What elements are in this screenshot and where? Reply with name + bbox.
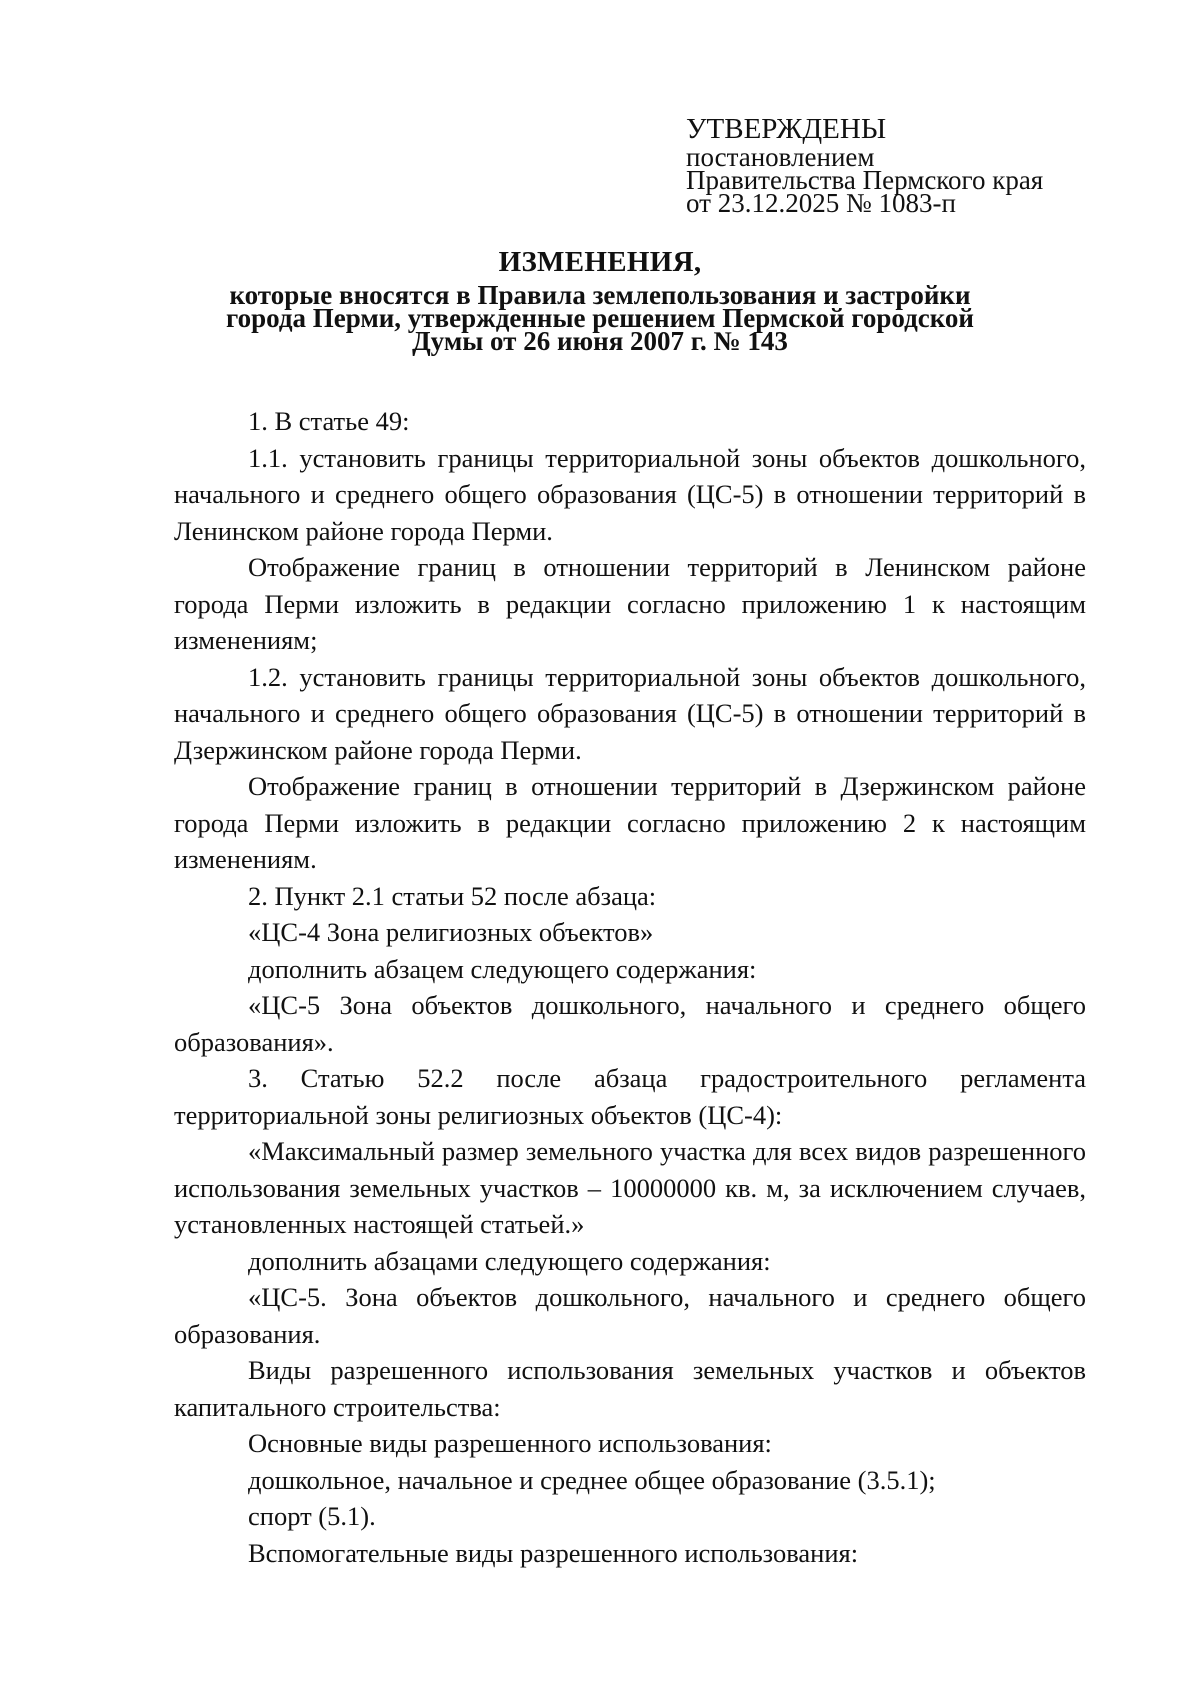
- subtitle-line-1: которые вносятся в Правила землепользования и застройки: [229, 280, 971, 310]
- paragraph-1-1: 1.1. установить границы территориальной зоны объектов дошкольного, начального и среднего общего образования (ЦС-5) в отношении территорий в Ленинском районе города Перми.: [174, 442, 1086, 546]
- paragraph-3-new-zone: «ЦС-5. Зона объектов дошкольного, начального и среднего общего образования.: [174, 1282, 1086, 1349]
- paragraph-1-2: 1.2. установить границы территориальной зоны объектов дошкольного, начального и среднего общего образования (ЦС-5) в отношении территорий в Дзержинском районе города Перми.: [174, 661, 1086, 765]
- paragraph-3: 3. Статью 52.2 после абзаца градостроительного регламента территориальной зоны религиозных объектов (ЦС-4):: [174, 1063, 1086, 1130]
- paragraph-2-supplement: дополнить абзацем следующего содержания:: [248, 953, 757, 984]
- paragraph-sport-use: спорт (5.1).: [248, 1501, 376, 1531]
- document-subtitle: [0, 280, 1200, 356]
- paragraph-article-49: 1. В статье 49:: [248, 406, 410, 436]
- paragraph-2-new-zone: «ЦС-5 Зона объектов дошкольного, начального и среднего общего образования».: [174, 990, 1086, 1057]
- approval-line-1: постановлением: [686, 142, 875, 172]
- paragraph-main-uses: Основные виды разрешенного использования:: [248, 1428, 772, 1458]
- paragraph-3-quote: «Максимальный размер земельного участка для всех видов разрешенного использования земельных участков – 10000000 кв. м, за исключением случаев, установленных настоящей статьей.»: [174, 1136, 1086, 1239]
- paragraph-3-supplement: дополнить абзацами следующего содержания:: [248, 1245, 771, 1276]
- paragraph-2: 2. Пункт 2.1 статьи 52 после абзаца:: [248, 880, 657, 911]
- subtitle-line-3: Думы от 26 июня 2007 г. № 143: [412, 326, 788, 356]
- paragraph-auxiliary-uses: Вспомогательные виды разрешенного использования:: [248, 1537, 859, 1568]
- paragraph-education-use: дошкольное, начальное и среднее общее образование (3.5.1);: [248, 1464, 936, 1495]
- document-title: ИЗМЕНЕНИЯ,: [498, 246, 702, 278]
- approval-line-3: от 23.12.2025 № 1083-п: [686, 188, 956, 218]
- paragraph-permitted-uses: Виды разрешенного использования земельных участков и объектов капитального строительства:: [174, 1355, 1086, 1422]
- subtitle-line-2: города Перми, утвержденные решением Пермской городской: [226, 303, 974, 333]
- document-body: [174, 403, 1086, 1571]
- paragraph-1-2-boundaries: Отображение границ в отношении территорий в Дзержинском районе города Перми изложить в редакции согласно приложению 2 к настоящим изменениям.: [174, 771, 1086, 874]
- approval-heading: УТВЕРЖДЕНЫ: [686, 113, 887, 145]
- paragraph-1-1-boundaries: Отображение границ в отношении территорий в Ленинском районе города Перми изложить в редакции согласно приложению 1 к настоящим изменениям;: [174, 552, 1086, 655]
- approval-stamp: [686, 112, 1044, 218]
- paragraph-2-quote: «ЦС-4 Зона религиозных объектов»: [248, 917, 654, 947]
- approval-line-2: Правительства Пермского края: [686, 165, 1044, 195]
